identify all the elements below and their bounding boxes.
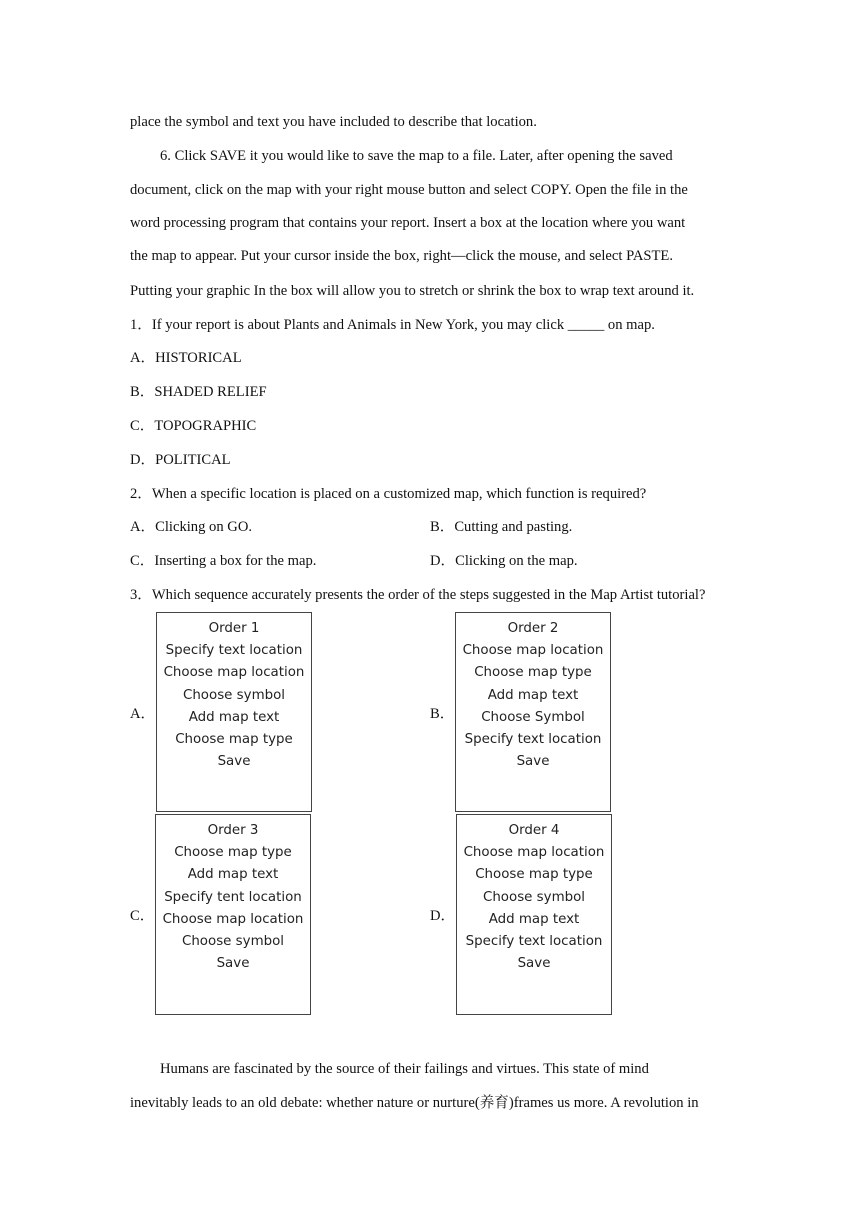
passage-line: 6. Click SAVE it you would like to save the map to a file. Later, after opening the saved (160, 148, 673, 164)
question-2-option-b: B．Cutting and pasting. (430, 519, 573, 535)
order-4-box (456, 814, 612, 1015)
passage-line: the map to appear. Put your cursor inside the box, right—click the mouse, and select PASTE. (130, 248, 673, 264)
order-step: Specify text location (464, 731, 602, 747)
question-1-option-b: B．SHADED RELIEF (130, 384, 267, 400)
order-step: Choose map type (175, 731, 293, 747)
question-3-option-a-letter: A． (130, 706, 156, 722)
order-step: Choose symbol (182, 687, 286, 703)
order-1-box (156, 612, 312, 812)
passage-line: document, click on the map with your right mouse button and select COPY. Open the file in the (130, 182, 688, 198)
order-step: Choose symbol (181, 933, 285, 949)
order-step: Choose Symbol (481, 709, 585, 725)
order-step: Specify tent location (164, 889, 302, 905)
order-step: Choose map location (162, 911, 304, 927)
order-step: Specify text location (165, 643, 303, 659)
order-2-box (455, 612, 611, 812)
order-step: Save (517, 956, 551, 972)
question-1-option-a: A．HISTORICAL (130, 350, 242, 366)
order-1-title: Order 1 (208, 621, 260, 636)
question-2-option-a: A．Clicking on GO. (130, 519, 253, 535)
order-4-title: Order 4 (508, 823, 560, 838)
order-step: Add map text (488, 911, 580, 927)
order-step: Choose symbol (482, 889, 586, 905)
question-3-option-c-letter: C． (130, 908, 155, 924)
order-step: Choose map type (174, 845, 292, 861)
order-step: Choose map location (462, 643, 604, 659)
order-step: Add map text (487, 687, 579, 703)
order-step: Choose map type (474, 665, 592, 681)
passage-line: word processing program that contains your report. Insert a box at the location where you want (130, 215, 686, 231)
question-1-stem: 1．If your report is about Plants and Animals in New York, you may click _____ on map. (130, 317, 655, 333)
question-1-option-d: D．POLITICAL (130, 452, 231, 468)
order-step: Choose map type (475, 867, 593, 883)
passage-line: Putting your graphic In the box will allow you to stretch or shrink the box to wrap text around it. (130, 283, 695, 299)
order-step: Add map text (187, 867, 279, 883)
order-step: Add map text (188, 709, 280, 725)
order-step: Save (216, 956, 250, 972)
question-2-stem: 2．When a specific location is placed on a customized map, which function is required? (130, 486, 647, 502)
order-step: Save (217, 754, 251, 770)
order-2-title: Order 2 (507, 621, 559, 636)
order-step: Specify text location (465, 933, 603, 949)
question-3-option-b-letter: B． (430, 706, 455, 722)
order-step: Save (516, 754, 550, 770)
order-step: Choose map location (163, 665, 305, 681)
next-passage-line: Humans are fascinated by the source of their failings and virtues. This state of mind (160, 1061, 649, 1077)
order-step: Choose map location (463, 845, 605, 861)
question-2-option-c: C．Inserting a box for the map. (130, 553, 317, 569)
order-3-title: Order 3 (207, 823, 259, 838)
passage-line: place the symbol and text you have included to describe that location. (130, 114, 537, 130)
order-3-box (155, 814, 311, 1015)
question-3-option-d-letter: D． (430, 908, 456, 924)
next-passage-line: inevitably leads to an old debate: whether nature or nurture(养育)frames us more. A revolution in (130, 1095, 699, 1111)
question-1-option-c: C．TOPOGRAPHIC (130, 418, 257, 434)
question-2-option-d: D．Clicking on the map. (430, 553, 578, 569)
question-3-stem: 3．Which sequence accurately presents the order of the steps suggested in the Map Artist tutorial? (130, 587, 706, 603)
